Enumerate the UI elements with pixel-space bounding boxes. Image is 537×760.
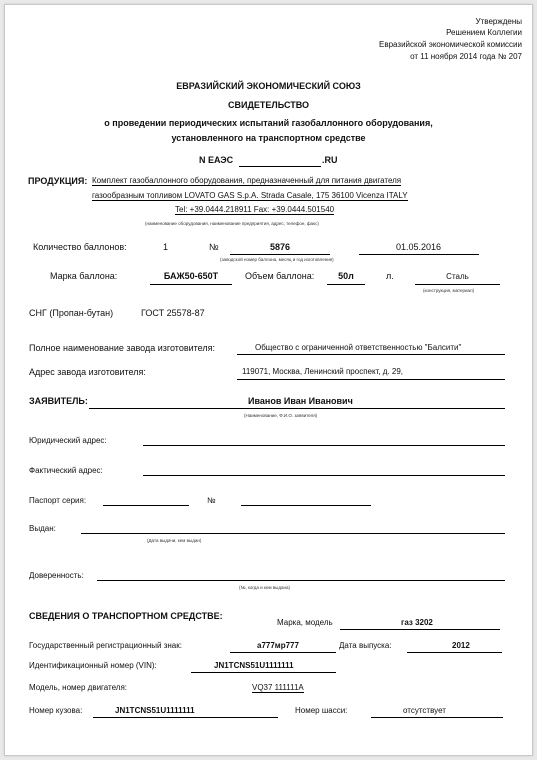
document-subtitle-2: установленного на транспортном средстве bbox=[171, 133, 366, 143]
manufacturer-address-label: Адрес завода изготовителя: bbox=[29, 367, 146, 377]
passport-no-label: № bbox=[207, 496, 216, 505]
actual-address-line bbox=[143, 475, 505, 476]
power-of-attorney-label: Доверенность: bbox=[29, 571, 84, 580]
document-title: СВИДЕТЕЛЬСТВО bbox=[228, 100, 309, 110]
vehicle-reg-line bbox=[230, 652, 336, 653]
cylinder-no-label: № bbox=[209, 242, 219, 252]
issued-caption: (Дата выдачи, кем выдан) bbox=[147, 538, 202, 543]
applicant-name-line bbox=[89, 408, 505, 409]
manufacturer-name-line bbox=[237, 354, 505, 355]
product-label: ПРОДУКЦИЯ: bbox=[28, 176, 88, 186]
vehicle-year-line bbox=[407, 652, 502, 653]
vehicle-vin: JN1TCNS51U1111111 bbox=[214, 661, 294, 670]
manufacturer-address-line bbox=[237, 379, 505, 380]
passport-series-line bbox=[103, 505, 189, 506]
vehicle-body: JN1TCNS51U1111111 bbox=[115, 706, 195, 715]
legal-address-line bbox=[143, 445, 505, 446]
vehicle-chassis: отсутствует bbox=[403, 706, 446, 715]
vehicle-engine: VQ37 111111A bbox=[252, 683, 304, 692]
cylinder-volume: 50л bbox=[338, 271, 354, 281]
approval-line4: от 11 ноября 2014 года № 207 bbox=[410, 52, 522, 61]
cylinder-no-caption: (заводской номер баллона, месяц и год изготовления) bbox=[220, 257, 334, 262]
vehicle-make: газ 3202 bbox=[401, 618, 433, 627]
gas-type: СНГ (Пропан-бутан) bbox=[29, 308, 114, 318]
vehicle-vin-label: Идентификационный номер (VIN): bbox=[29, 661, 157, 670]
approval-line1: Утверждены bbox=[475, 17, 522, 26]
number-line bbox=[239, 166, 321, 167]
cylinder-date-line bbox=[359, 254, 479, 255]
cylinder-volume-unit: л. bbox=[386, 271, 394, 281]
cylinder-material: Сталь bbox=[446, 272, 469, 281]
legal-address-label: Юридический адрес: bbox=[29, 436, 107, 445]
cylinder-count: 1 bbox=[163, 242, 169, 252]
applicant-label: ЗАЯВИТЕЛЬ: bbox=[29, 396, 88, 406]
approval-line3: Евразийской экономической комиссии bbox=[379, 40, 522, 49]
passport-label: Паспорт серия: bbox=[29, 496, 87, 505]
cylinder-material-caption: (конструкция, материал) bbox=[423, 288, 475, 293]
vehicle-reg-label: Государственный регистрационный знак: bbox=[29, 641, 182, 650]
vehicle-chassis-label: Номер шасси: bbox=[295, 706, 348, 715]
number-suffix: .RU bbox=[322, 155, 338, 165]
vehicle-label: СВЕДЕНИЯ О ТРАНСПОРТНОМ СРЕДСТВЕ: bbox=[29, 611, 223, 621]
applicant-name: Иванов Иван Иванович bbox=[248, 396, 353, 406]
applicant-name-caption: (Наименование, Ф.И.О. заявителя) bbox=[244, 413, 318, 418]
certificate-page bbox=[4, 4, 533, 756]
approval-line2: Решением Коллегии bbox=[446, 28, 522, 37]
union-title: ЕВРАЗИЙСКИЙ ЭКОНОМИЧЕСКИЙ СОЮЗ bbox=[176, 81, 361, 91]
vehicle-engine-label: Модель, номер двигателя: bbox=[29, 683, 128, 692]
product-line3: Tel: +39.0444.218911 Fax: +39.0444.501540 bbox=[175, 205, 335, 214]
issued-line bbox=[81, 533, 505, 534]
vehicle-chassis-line bbox=[371, 717, 503, 718]
passport-no-line bbox=[241, 505, 371, 506]
cylinder-count-label: Количество баллонов: bbox=[33, 242, 127, 252]
vehicle-year: 2012 bbox=[452, 641, 470, 650]
cylinder-brand-line bbox=[150, 284, 232, 285]
vehicle-make-line bbox=[340, 629, 500, 630]
manufacturer-address: 119071, Москва, Ленинский проспект, д. 29, bbox=[242, 367, 404, 376]
cylinder-no-line bbox=[230, 254, 330, 255]
cylinder-date: 01.05.2016 bbox=[396, 242, 442, 252]
manufacturer-name: Общество с ограниченной ответственностью "Балсити" bbox=[255, 343, 462, 352]
cylinder-no: 5876 bbox=[269, 242, 291, 252]
product-line2: газообразным топливом LOVATO GAS S.p.A. Strada Casale, 175 36100 Vicenza ITALY bbox=[92, 191, 408, 200]
cylinder-volume-label: Объем баллона: bbox=[245, 271, 315, 281]
issued-label: Выдан: bbox=[29, 524, 56, 533]
product-caption: (наименование оборудования, наименование предприятия, адрес, телефон, факс) bbox=[145, 221, 319, 226]
cylinder-brand: БАЖ50-650Т bbox=[163, 271, 219, 281]
cylinder-volume-line bbox=[327, 284, 365, 285]
gas-standard: ГОСТ 25578-87 bbox=[141, 308, 205, 318]
document-subtitle-1: о проведении периодических испытаний газобаллонного оборудования, bbox=[104, 118, 433, 128]
cylinder-brand-label: Марка баллона: bbox=[50, 271, 118, 281]
vehicle-reg: а777мр777 bbox=[257, 641, 299, 650]
vehicle-year-label: Дата выпуска: bbox=[339, 641, 392, 650]
vehicle-body-line bbox=[93, 717, 278, 718]
vehicle-make-label: Марка, модель bbox=[277, 618, 333, 627]
actual-address-label: Фактический адрес: bbox=[29, 466, 103, 475]
product-line1: Комплект газобаллонного оборудования, предназначенный для питания двигателя bbox=[92, 176, 402, 185]
number-prefix: N ЕАЭС bbox=[199, 155, 234, 165]
cylinder-material-line bbox=[415, 284, 500, 285]
vehicle-vin-line bbox=[191, 672, 336, 673]
power-of-attorney-caption: (№, когда и кем выдана) bbox=[239, 585, 291, 590]
manufacturer-name-label: Полное наименование завода изготовителя: bbox=[29, 343, 215, 353]
power-of-attorney-line bbox=[97, 580, 505, 581]
vehicle-body-label: Номер кузова: bbox=[29, 706, 83, 715]
